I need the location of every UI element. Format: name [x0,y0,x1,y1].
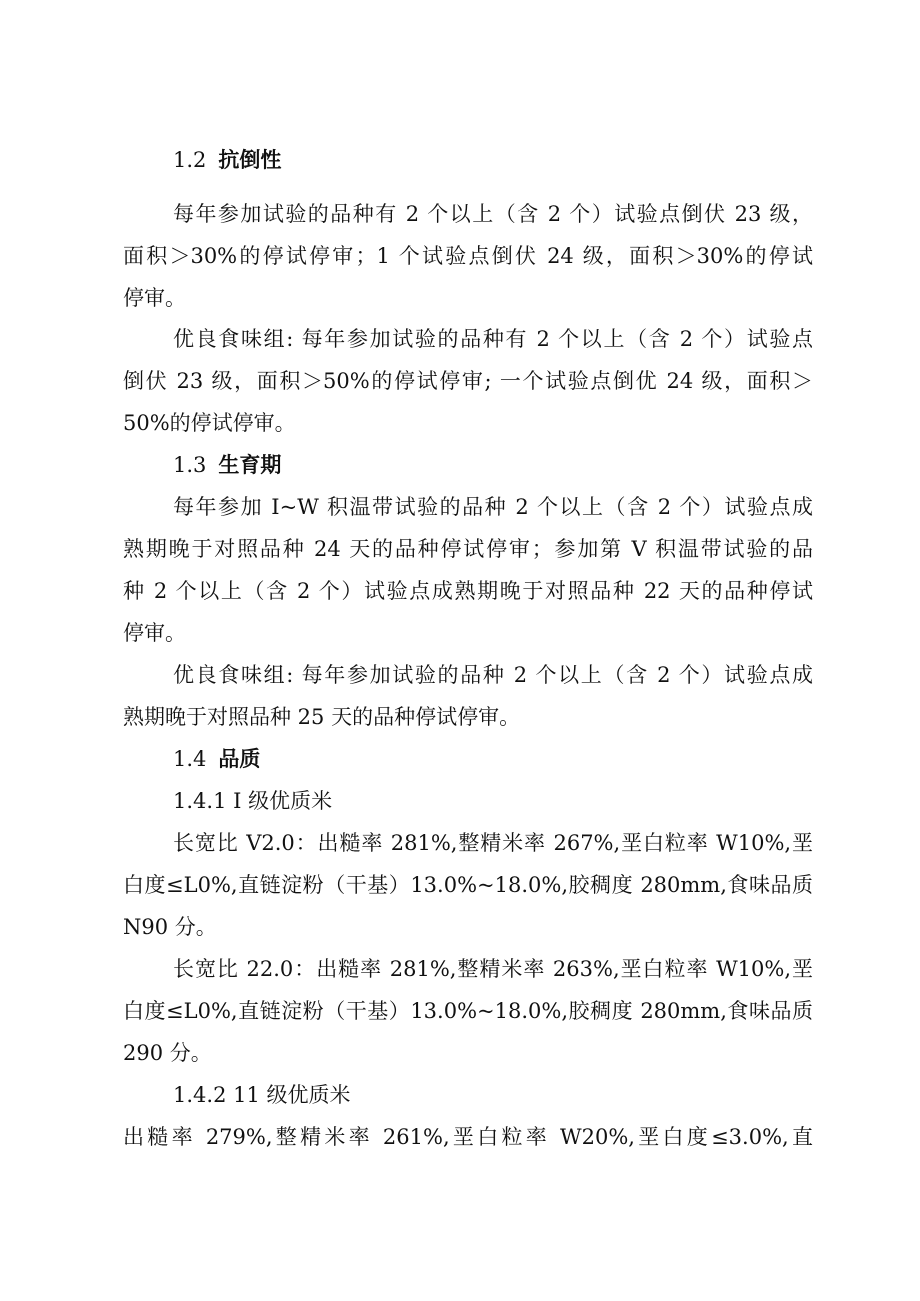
section-title: 抗倒性 [218,147,282,172]
paragraph-line: 出糙率 279%,整精米率 261%,垩白粒率 W20%,垩白度≤3.0%,直 [123,1125,813,1149]
paragraph-line: 每年参加试验的品种有 2 个以上（含 2 个）试验点倒伏 23 级， [173,202,813,226]
paragraph-line: 面积＞30%的停试停审；1 个试验点倒伏 24 级，面积＞30%的停试 [123,244,813,268]
section-heading-1-3 [173,451,813,479]
paragraph-line: 种 2 个以上（含 2 个）试验点成熟期晚于对照品种 22 天的品种停试 [123,579,813,603]
paragraph-line: 优良食味组: 每年参加试验的品种 2 个以上（含 2 个）试验点成 [173,663,813,687]
paragraph-line: 熟期晚于对照品种 25 天的品种停试停审。 [123,705,521,729]
subsection-heading-1-4-2: 1.4.2 11 级优质米 [173,1083,351,1107]
paragraph-line: 每年参加 I~W 积温带试验的品种 2 个以上（含 2 个）试验点成 [173,495,813,519]
section-number: 1.4 [173,747,207,771]
paragraph-line: N90 分。 [123,915,217,939]
paragraph-line: 长宽比 V2.0：出糙率 281%,整精米率 267%,垩白粒率 W10%,垩 [173,831,813,855]
subsection-heading-1-4-1: 1.4.1 I 级优质米 [173,789,333,813]
section-heading-1-4 [173,745,813,773]
paragraph-line: 290 分。 [123,1041,212,1065]
paragraph-line: 白度≤L0%,直链淀粉（干基）13.0%~18.0%,胶稠度 280mm,食味品质 [123,873,813,897]
section-number: 1.2 [173,148,207,172]
section-title: 品质 [218,746,261,771]
section-number: 1.3 [173,453,207,477]
paragraph-line: 白度≤L0%,直链淀粉（干基）13.0%~18.0%,胶稠度 280mm,食味品质 [123,999,813,1023]
paragraph-line: 停审。 [123,621,186,645]
section-title: 生育期 [218,452,282,477]
paragraph-line: 50%的停试停审。 [123,411,296,435]
paragraph-line: 优良食味组: 每年参加试验的品种有 2 个以上（含 2 个）试验点 [173,327,813,351]
paragraph-line: 倒伏 23 级，面积＞50%的停试停审; 一个试验点倒优 24 级，面积＞ [123,369,813,393]
paragraph-line: 长宽比 22.0：出糙率 281%,整精米率 263%,垩白粒率 W10%,垩 [173,957,813,981]
section-heading-1-2 [173,146,813,174]
paragraph-line: 熟期晚于对照品种 24 天的品种停试停审；参加第 V 积温带试验的品 [123,537,813,561]
paragraph-line: 停审。 [123,286,186,310]
